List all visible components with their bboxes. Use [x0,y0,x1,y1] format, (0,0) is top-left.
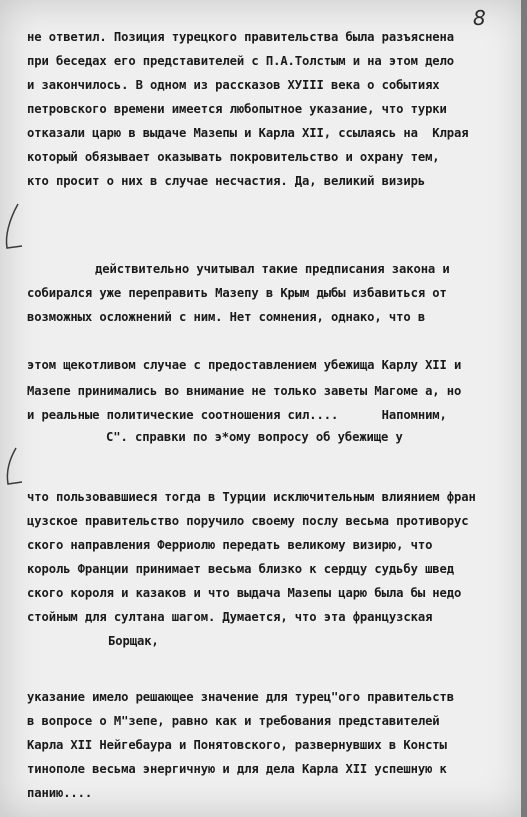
text-line: отказали царю в выдаче Мазепы и Карла XII, ссылаясь на Клрая [27,126,469,140]
page-number: 8 [473,6,486,30]
text-line: петровского времени имеется любопытное указание, что турки [27,102,447,116]
text-line: цузское правительство поручило своему послу весьма противорус [27,514,469,528]
text-line: действительно учитывал такие предписания закона и [95,262,450,276]
text-line: стойным для султана шагом. Думается, что эта французская [27,610,433,624]
text-line: собирался уже переправить Мазепу в Крым дыбы избавиться от [27,286,447,300]
text-line: в вопросе о М"зепе, равно как и требования представителей [27,714,440,728]
text-line: С". справки по э*ому вопросу об убежище у [106,430,403,444]
text-line: кто просит о них в случае несчастия. Да, великий визирь [27,174,426,188]
scan-edge [521,0,527,817]
text-line: не ответил. Позиция турецкого правительства была разъяснена [27,30,455,44]
text-line: этом щекотливом случае с предоставлением убежища Карлу XII и [27,358,462,372]
text-line: панию.... [27,786,93,800]
text-line: тинополе весьма энергичную и для дела Карла XII успешную к [27,762,447,776]
text-line: и закончилось. В одном из рассказов XУIII века о событиях [27,78,440,92]
text-line: Карла XII Нейгебаура и Понятовского, развернувших в Консты [27,738,447,752]
text-line: король Франции принимает весьма близко к сердцу судьбу швед [27,562,455,576]
text-line: что пользовавшиеся тогда в Турции исключительным влиянием фран [27,490,476,504]
text-line: Мазепе принимались во внимание не только заветы Магоме а, но [27,384,462,398]
text-line: который обязывает оказывать покровительство и охрану тем, [27,150,440,164]
text-line: ского направления Ферриолю передать великому визирю, что [27,538,433,552]
margin-bracket-mark [0,444,24,492]
text-line: при беседах его представителей с П.А.Толстым и на этом дело [27,54,455,68]
margin-bracket-mark [0,200,24,256]
text-line: возможных осложнений с ним. Нет сомнения, однако, что в [27,310,426,324]
text-line: ского короля и казаков и что выдача Мазепы царю была бы недо [27,586,462,600]
text-line: и реальные политические соотношения сил.... Напомним, [27,408,447,422]
text-line: указание имело решающее значение для турец"ого правительств [27,690,455,704]
text-line: Борщак, [108,634,159,648]
